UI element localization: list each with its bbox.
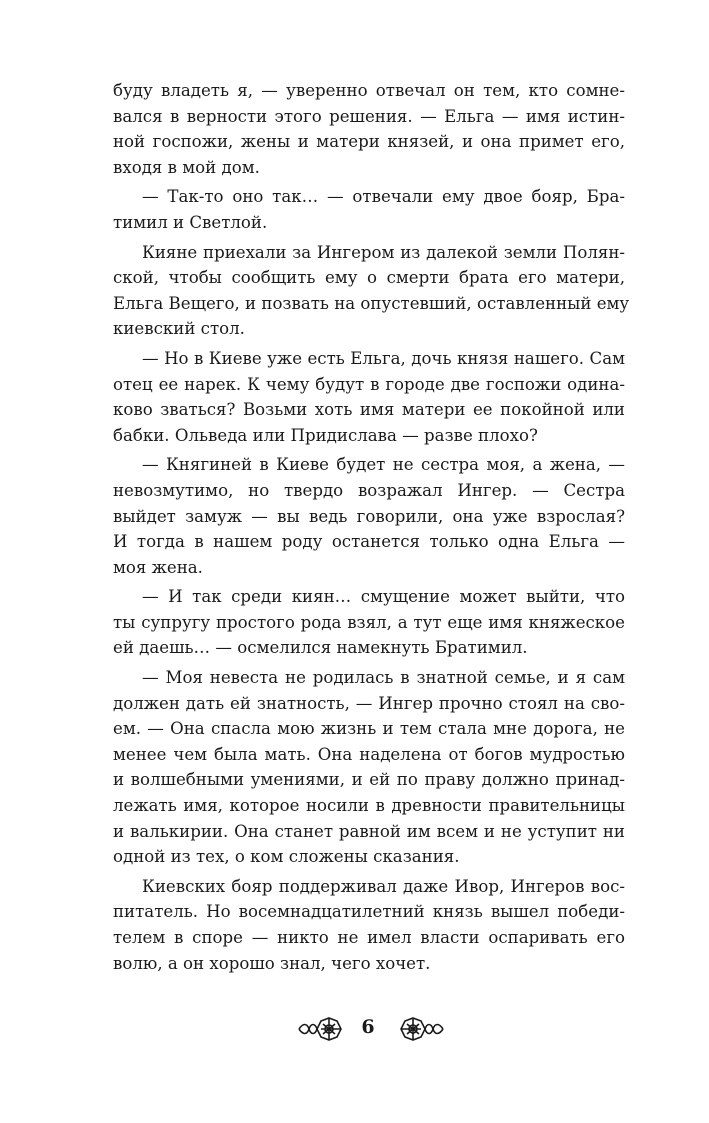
text-line: телем в споре — никто не имел власти оспаривать его <box>113 928 625 947</box>
text-line: ково зваться? Возьми хоть имя матери ее покойной или <box>113 400 625 420</box>
text-line: Кияне приехали за Ингером из далекой земли Полян- <box>142 242 625 262</box>
text-line: ной госпожи, жены и матери князей, и она примет его, <box>113 132 625 152</box>
text-line: должен дать ей знатность, — Ингер прочно стоял на сво- <box>113 693 625 713</box>
text-line: вался в верности этого решения. — Ельга — имя истин- <box>113 106 625 126</box>
paragraph <box>113 874 625 976</box>
text-line: выйдет замуж — вы ведь говорили, она уже взрослая? <box>113 506 625 526</box>
text-line: ты супругу простого рода взял, а тут еще имя княжеское <box>113 612 625 632</box>
knot-ornament-icon <box>297 1014 345 1044</box>
paragraph <box>113 240 630 342</box>
text-line: — Моя невеста не родилась в знатной семье, и я сам <box>142 668 625 688</box>
text-line: питатель. Но восемнадцатилетний князь вышел победи- <box>113 902 625 922</box>
text-line: буду владеть я, — уверенно отвечал он тем, кто сомне- <box>113 81 625 100</box>
text-line: — Княгиней в Киеве будет не сестра моя, а жена, — <box>142 455 625 475</box>
text-line: — И так среди киян… смущение может выйти, что <box>142 587 625 607</box>
text-line: волю, а он хорошо знал, чего хочет. <box>113 953 431 973</box>
text-line: Ельга Вещего, и позвать на опустевший, оставленный ему <box>113 293 630 313</box>
text-line: одной из тех, о ком сложены сказания. <box>113 847 460 867</box>
text-line: и волшебными умениями, и ей по праву должно принад- <box>113 770 625 790</box>
paragraph <box>113 346 625 448</box>
page-number: 6 <box>361 1016 375 1038</box>
paragraph <box>113 184 625 235</box>
text-line: тимил и Светлой. <box>113 212 268 232</box>
text-line: входя в мой дом. <box>113 157 260 177</box>
body-text <box>113 78 630 976</box>
text-line: ем. — Она спасла мою жизнь и тем стала мне дорога, не <box>113 719 625 739</box>
paragraph <box>113 452 625 580</box>
text-line: ей даешь… — осмелился намекнуть Братимил. <box>113 638 528 658</box>
text-line: лежать имя, которое носили в древности правительницы <box>113 796 625 816</box>
paragraph <box>113 78 625 180</box>
text-line: — Так-то оно так… — отвечали ему двое бояр, Бра- <box>142 187 625 207</box>
text-line: — Но в Киеве уже есть Ельга, дочь князя нашего. Сам <box>142 348 625 368</box>
paragraph <box>113 584 625 661</box>
text-line: отец ее нарек. К чему будут в городе две госпожи одина- <box>113 374 625 394</box>
paragraph <box>113 665 625 870</box>
text-line: бабки. Ольведа или Придислава — разве плохо? <box>113 425 538 445</box>
text-line: И тогда в нашем роду останется только одна Ельга — <box>113 532 625 552</box>
text-line: ской, чтобы сообщить ему о смерти брата его матери, <box>113 268 625 288</box>
text-line: киевский стол. <box>113 319 245 339</box>
knot-ornament-icon <box>397 1014 445 1044</box>
text-line: Киевских бояр поддерживал даже Ивор, Ингеров вос- <box>142 876 625 896</box>
page-footer <box>0 1010 709 1050</box>
text-line: моя жена. <box>113 557 203 577</box>
text-line: невозмутимо, но твердо возражал Ингер. — Сестра <box>113 480 625 500</box>
text-line: менее чем была мать. Она наделена от богов мудростью <box>113 744 625 764</box>
text-line: и валькирии. Она станет равной им всем и не уступит ни <box>113 821 625 841</box>
